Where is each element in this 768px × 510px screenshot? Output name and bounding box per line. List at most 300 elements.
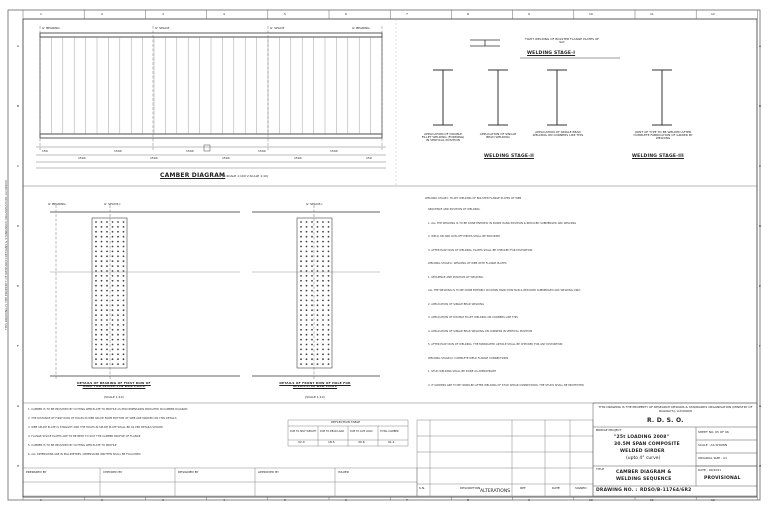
bolt-hole: [101, 280, 103, 282]
column-number: 5: [284, 498, 286, 502]
bolt-hole: [306, 221, 308, 223]
bolt-hole: [117, 363, 119, 365]
bolt-hole: [300, 304, 302, 306]
stage1-caption: TIGHT WELDING OF BOLSTER FLANGE PLATES OF SAY: [524, 37, 600, 44]
bolt-hole: [123, 358, 125, 360]
camber-dim: 1500: [150, 156, 158, 160]
bolt-hole: [311, 285, 313, 287]
bolt-hole: [311, 363, 313, 365]
bolt-hole: [101, 221, 103, 223]
bolt-hole: [317, 275, 319, 277]
camber-top-label-3: G' SPLICE: [270, 26, 285, 30]
detail-left-title: DETAILS OF BEARING OF FIRST ROW OF HOLE FOR SPLICE-I IN WEB PLATE: [77, 381, 151, 388]
general-note-line: 3. WEB SPLICE PLATE IS STRAIGHT AND THE HOLES IN SPLICE PLATE SHALL BE AS PER DETAILS SHOWN: [28, 426, 163, 429]
bolt-hole: [123, 241, 125, 243]
bolt-hole: [300, 344, 302, 346]
welding-note-line: 5. AFTER EACH RUN OF WELDING, THE FABRICATED ARTICLE SHALL BE CHECKED FOR ANY DISTORTION: [428, 343, 563, 346]
bolt-hole: [328, 251, 330, 253]
bolt-hole: [95, 358, 97, 360]
bolt-hole: [106, 300, 108, 302]
bolt-hole: [328, 236, 330, 238]
bolt-hole: [306, 358, 308, 360]
bolt-hole: [112, 251, 114, 253]
bolt-hole: [95, 344, 97, 346]
bolt-hole: [112, 295, 114, 297]
bolt-hole: [106, 334, 108, 336]
bolt-hole: [306, 246, 308, 248]
bolt-hole: [322, 226, 324, 228]
bolt-hole: [117, 270, 119, 272]
bolt-hole: [117, 226, 119, 228]
general-note-line: 2. THE DISTANCE OF FIRST ROW OF HOLES IN WEB SPLICE FROM BOTTOM OF WEB ARE MARKED ON THIS DETAILS: [28, 417, 177, 420]
bolt-hole: [117, 236, 119, 238]
bolt-hole: [306, 349, 308, 351]
bolt-hole: [322, 334, 324, 336]
bolt-hole: [306, 251, 308, 253]
bolt-hole: [101, 285, 103, 287]
bolt-hole: [328, 231, 330, 233]
bolt-hole: [95, 265, 97, 267]
bolt-hole: [300, 260, 302, 262]
bolt-hole: [101, 295, 103, 297]
bolt-hole: [306, 300, 308, 302]
bolt-hole: [106, 353, 108, 355]
camber-dim: 1500: [114, 149, 122, 153]
bolt-hole: [306, 265, 308, 267]
bolt-hole: [112, 319, 114, 321]
alteration-column: DATE: [552, 486, 560, 490]
detail-left-scale: (SCALE 1:10): [104, 395, 124, 399]
bolt-hole: [328, 319, 330, 321]
bolt-hole: [123, 324, 125, 326]
bolt-hole: [106, 285, 108, 287]
bolt-hole: [311, 319, 313, 321]
bolt-hole: [101, 324, 103, 326]
welding-stage-2: [433, 70, 567, 125]
welding-note-line: SEQUENCE AND POSITION OF WELDING:: [428, 208, 481, 211]
bolt-hole: [300, 231, 302, 233]
bolt-hole: [328, 358, 330, 360]
row-letter: F: [759, 344, 761, 348]
bolt-hole: [123, 285, 125, 287]
bolt-hole: [317, 295, 319, 297]
bolt-hole: [101, 309, 103, 311]
detail-left-top-2: G' SPLICE-I: [104, 202, 121, 206]
bolt-hole: [322, 339, 324, 341]
general-note-line: 1. CAMBER IS TO BE PROVIDED BY CUTTING WEB PLATE TO PROFILE AS PER DIMENSIONS INDICATED IN CAMBER DIAGRAM: [28, 408, 188, 411]
bolt-hole: [123, 300, 125, 302]
bolt-hole: [106, 251, 108, 253]
deflection-header: DUE TO DEAD LOAD: [320, 430, 345, 433]
bolt-hole: [311, 304, 313, 306]
bolt-hole: [106, 241, 108, 243]
bolt-hole: [95, 314, 97, 316]
bolt-hole: [322, 231, 324, 233]
bolt-hole: [328, 309, 330, 311]
bolt-hole: [322, 270, 324, 272]
bolt-hole: [117, 349, 119, 351]
bolt-hole: [300, 363, 302, 365]
bolt-hole: [95, 363, 97, 365]
bolt-hole: [322, 265, 324, 267]
bolt-hole: [112, 290, 114, 292]
column-number: 12: [711, 12, 715, 16]
bolt-hole: [300, 285, 302, 287]
bolt-hole: [95, 255, 97, 257]
bolt-hole: [95, 280, 97, 282]
bolt-hole: [317, 285, 319, 287]
status-label: PROVISIONAL: [704, 476, 741, 481]
bolt-hole: [328, 246, 330, 248]
bolt-hole: [317, 339, 319, 341]
bolt-hole: [322, 349, 324, 351]
bolt-hole: [317, 251, 319, 253]
column-number: 10: [589, 498, 593, 502]
bolt-hole: [123, 226, 125, 228]
bolt-hole: [112, 280, 114, 282]
bolt-hole: [117, 231, 119, 233]
bolt-hole: [300, 353, 302, 355]
original-size: ORIGINAL SIZE : A1: [698, 456, 728, 460]
bolt-hole: [300, 329, 302, 331]
bolt-hole: [106, 221, 108, 223]
bolt-hole: [317, 334, 319, 336]
bolt-hole: [311, 290, 313, 292]
alterations-table: [417, 420, 593, 496]
bolt-hole: [101, 251, 103, 253]
bolt-hole: [95, 295, 97, 297]
bolt-hole: [117, 353, 119, 355]
bolt-hole: [311, 295, 313, 297]
bolt-hole: [328, 265, 330, 267]
bolt-hole: [117, 358, 119, 360]
bolt-hole: [95, 290, 97, 292]
bolt-hole: [306, 255, 308, 257]
bolt-hole: [123, 339, 125, 341]
bolt-hole: [95, 285, 97, 287]
deflection-value: 32.0: [298, 440, 305, 444]
bolt-hole: [317, 241, 319, 243]
bolt-hole: [106, 363, 108, 365]
bolt-hole: [306, 236, 308, 238]
bolt-hole: [112, 255, 114, 257]
bolt-hole: [328, 324, 330, 326]
camber-diagram: [36, 26, 386, 168]
bolt-hole: [311, 236, 313, 238]
bolt-hole: [311, 300, 313, 302]
bolt-hole: [317, 270, 319, 272]
sig-issued: ISSUED: [338, 470, 350, 474]
column-number: 11: [650, 498, 654, 502]
bolt-hole: [328, 275, 330, 277]
bolt-hole: [112, 304, 114, 306]
row-letter: D: [759, 224, 762, 228]
bolt-hole: [123, 275, 125, 277]
bolt-hole: [123, 270, 125, 272]
bolt-hole: [311, 334, 313, 336]
camber-dim: 1500: [330, 149, 338, 153]
bolt-hole: [317, 353, 319, 355]
bolt-hole: [112, 226, 114, 228]
detail-left-top-1: G' BEARING: [48, 202, 66, 206]
bolt-hole: [311, 270, 313, 272]
bolt-hole: [328, 329, 330, 331]
bolt-hole: [311, 226, 313, 228]
bolt-hole: [322, 295, 324, 297]
bolt-hole: [95, 270, 97, 272]
deflection-header: DUE TO SELF WEIGHT: [290, 430, 317, 433]
bolt-hole: [95, 241, 97, 243]
bolt-hole: [322, 314, 324, 316]
column-number: 9: [528, 498, 530, 502]
bolt-hole: [123, 314, 125, 316]
bolt-hole: [101, 363, 103, 365]
general-note-line: 4. FLANGE SPLICE PLATES ARE TO BE BENT TO SUIT THE CAMBER PROFILE OF FLANGE: [28, 435, 141, 438]
bolt-hole: [311, 280, 313, 282]
column-number: 6: [345, 12, 347, 16]
bolt-hole: [101, 290, 103, 292]
bolt-hole: [117, 260, 119, 262]
bolt-hole: [123, 334, 125, 336]
bolt-hole: [101, 353, 103, 355]
welding-note-line: 2. WELD ON AND RUN OFF PIECES SHALL BE PROVIDED: [428, 235, 501, 238]
bolt-hole: [106, 260, 108, 262]
bolt-hole: [306, 285, 308, 287]
bolt-hole: [95, 260, 97, 262]
bolt-hole: [117, 280, 119, 282]
bolt-hole: [322, 319, 324, 321]
bolt-hole: [300, 275, 302, 277]
column-number: 12: [711, 498, 715, 502]
bolt-hole: [117, 275, 119, 277]
welding-note-line: 1. ALL THE WELDING IS TO BE DONE ENTIRELY IN DOWN HAND POSITION & REDUCED SUBMERGED ARC WELDING: [428, 221, 577, 225]
bolt-hole: [106, 295, 108, 297]
bolt-hole: [311, 344, 313, 346]
bolt-hole: [306, 226, 308, 228]
camber-dim: 1500: [294, 156, 302, 160]
camber-dim: 1500: [258, 149, 266, 153]
bolt-hole: [112, 300, 114, 302]
camber-top-label-1: G' BEARING: [42, 26, 60, 30]
bolt-hole: [123, 309, 125, 311]
bolt-hole: [328, 314, 330, 316]
bolt-hole: [300, 300, 302, 302]
bolt-hole: [117, 290, 119, 292]
row-letter: B: [17, 104, 20, 108]
bolt-hole: [95, 324, 97, 326]
bolt-hole: [123, 236, 125, 238]
bolt-hole: [317, 358, 319, 360]
row-letter: H: [17, 464, 20, 468]
alterations-label: ALTERATIONS: [480, 489, 511, 494]
bolt-hole: [300, 324, 302, 326]
bolt-hole: [328, 241, 330, 243]
bolt-hole: [95, 334, 97, 336]
bolt-hole: [322, 363, 324, 365]
bolt-hole: [300, 221, 302, 223]
project-line-3: WELDED GIRDER: [620, 449, 665, 454]
row-letter: E: [759, 284, 761, 288]
welding-note-line: 2. APPLICATION OF SINGLE BEAD WELDING: [428, 302, 484, 306]
bolt-hole: [317, 363, 319, 365]
bolt-hole: [106, 329, 108, 331]
detail-right-title: DETAILS OF FRONT ROW OF HOLE FOR SPLICE-II IN WEB PLATE: [279, 381, 351, 388]
bolt-hole: [106, 280, 108, 282]
bolt-hole: [112, 353, 114, 355]
bolt-hole: [112, 241, 114, 243]
bolt-hole: [101, 300, 103, 302]
bolt-hole: [328, 280, 330, 282]
bolt-hole: [300, 251, 302, 253]
subtitle-2: WELDING SEQUENCE: [616, 477, 672, 482]
column-number: 9: [528, 12, 530, 16]
camber-title: CAMBER DIAGRAM: [160, 172, 226, 179]
column-number: 8: [467, 498, 469, 502]
bolt-hole: [300, 334, 302, 336]
bolt-hole: [317, 236, 319, 238]
org-name: R. D. S. O.: [647, 417, 684, 424]
bolt-hole: [306, 241, 308, 243]
bolt-hole: [311, 255, 313, 257]
bolt-hole: [95, 304, 97, 306]
bolt-hole: [117, 339, 119, 341]
bolt-hole: [328, 221, 330, 223]
bolt-hole: [328, 363, 330, 365]
bolt-hole: [322, 241, 324, 243]
bolt-hole: [117, 241, 119, 243]
alteration-column: SIGNED: [575, 486, 587, 490]
camber-dim: 1500: [78, 156, 86, 160]
bolt-hole: [106, 246, 108, 248]
bolt-hole: [95, 329, 97, 331]
row-letter: C: [759, 164, 762, 168]
bolt-hole: [106, 319, 108, 321]
bolt-hole: [123, 251, 125, 253]
drawing-no: RDSO/B-11764/6R2: [640, 488, 692, 493]
bolt-hole: [112, 339, 114, 341]
bolt-hole: [106, 324, 108, 326]
bolt-hole: [328, 260, 330, 262]
bolt-hole: [101, 255, 103, 257]
bolt-hole: [101, 358, 103, 360]
bolt-hole: [311, 314, 313, 316]
bolt-hole: [322, 251, 324, 253]
subtitle-1: CAMBER DIAGRAM &: [616, 470, 672, 475]
bolt-hole: [311, 324, 313, 326]
bolt-hole: [322, 344, 324, 346]
bolt-hole: [123, 246, 125, 248]
bolt-hole: [300, 290, 302, 292]
bolt-hole: [322, 290, 324, 292]
bolt-hole: [95, 309, 97, 311]
bolt-hole: [112, 246, 114, 248]
bolt-hole: [322, 358, 324, 360]
bolt-hole: [311, 349, 313, 351]
bolt-hole: [322, 353, 324, 355]
row-letter: A: [17, 44, 20, 48]
welding-notes-heading: WELDING STAGE-I: FILLET WELDING OF BOLSTER FLANGE PLATES OF WEB: [425, 197, 522, 200]
stage2-caption-3: APPLICATION OF SINGLE BEAD WELDING ON CORNERS LIKE THIS: [532, 130, 584, 137]
bolt-hole: [117, 285, 119, 287]
bolt-hole: [322, 280, 324, 282]
bolt-hole: [306, 304, 308, 306]
bolt-hole: [117, 221, 119, 223]
sheet-no: SHEET NO. 05 OF 06: [698, 430, 729, 434]
general-note-line: 5. CAMBER IS TO BE PROVIDED BY CUTTING WEB PLATE TO PROFILE: [28, 444, 117, 447]
camber-top-label-4: G' BEARING: [352, 26, 370, 30]
detail-right-top-1: G' SPLICE-I: [306, 202, 323, 206]
bolt-hole: [311, 358, 313, 360]
sig-approved: APPROVED BY: [258, 470, 280, 474]
bolt-hole: [328, 304, 330, 306]
deflection-header: TOTAL CAMBER: [380, 430, 399, 433]
bolt-hole: [112, 329, 114, 331]
welding-note-line: WELDING STAGE-III: COMPLETE WELD FLANGE CONNECTIONS: [428, 356, 509, 360]
bolt-hole: [123, 304, 125, 306]
bolt-hole: [95, 226, 97, 228]
bolt-hole: [101, 314, 103, 316]
bolt-hole: [311, 329, 313, 331]
bolt-hole: [95, 251, 97, 253]
stage2-title: WELDING STAGE-II: [484, 154, 534, 159]
bolt-hole: [112, 265, 114, 267]
scale-info: SCALE : AS SHOWN: [698, 443, 728, 447]
bolt-hole: [112, 275, 114, 277]
bolt-hole: [306, 363, 308, 365]
column-number: 4: [223, 498, 225, 502]
bolt-hole: [317, 329, 319, 331]
column-number: 6: [345, 498, 347, 502]
bolt-hole: [95, 349, 97, 351]
bolt-hole: [317, 226, 319, 228]
bolt-hole: [112, 285, 114, 287]
bolt-hole: [317, 349, 319, 351]
bolt-hole: [123, 353, 125, 355]
bolt-hole: [322, 236, 324, 238]
welding-note-line: 3. APPLICATION OF DOUBLE FILLET WELDING ON CORNERS LIKE THIS: [428, 316, 518, 319]
bolt-hole: [101, 231, 103, 233]
bolt-hole: [117, 255, 119, 257]
bolt-hole: [95, 221, 97, 223]
bolt-hole: [328, 285, 330, 287]
bolt-hole: [317, 300, 319, 302]
column-number: 7: [406, 12, 408, 16]
bolt-hole: [300, 358, 302, 360]
camber-scale: (H-SCALE 1:100 V-SCALE 1:10): [222, 174, 269, 178]
deflection-value: 18.5: [328, 440, 335, 444]
bolt-hole: [322, 255, 324, 257]
stage3-caption: JOINT OF TYPE TO BE WELDED AFTER COMPLETE FABRICATION OF GIRDER BY WELDING: [633, 130, 693, 140]
bolt-hole: [112, 358, 114, 360]
bolt-hole: [317, 314, 319, 316]
bolt-hole: [306, 344, 308, 346]
bolt-hole: [328, 339, 330, 341]
stage2-caption-2: APPLICATION OF SINGLE BEAD WELDING: [479, 132, 517, 139]
bolt-hole: [95, 231, 97, 233]
bolt-hole: [322, 221, 324, 223]
welding-note-line: 2. IF GIRDERS ARE TO BE HANDLED AFTER WELDING OF STUD SHEAR CONNECTORS, THE STUDS SHALL BE PROTECTED: [428, 383, 584, 387]
project-label: BRIDGE PROJECT: [596, 428, 622, 432]
bolt-hole: [311, 275, 313, 277]
bolt-hole: [101, 344, 103, 346]
bolt-hole: [317, 265, 319, 267]
general-note-line: 6. ALL DIMENSIONS ARE IN MILLIMETRES. DIMENSIONS WRITTEN SHALL BE FOLLOWED: [28, 453, 141, 456]
bolt-hole: [106, 309, 108, 311]
bolt-hole: [117, 309, 119, 311]
welding-stage-3: [652, 70, 672, 125]
drawing-no-label: DRAWING NO. :: [596, 488, 638, 493]
bolt-hole: [317, 280, 319, 282]
